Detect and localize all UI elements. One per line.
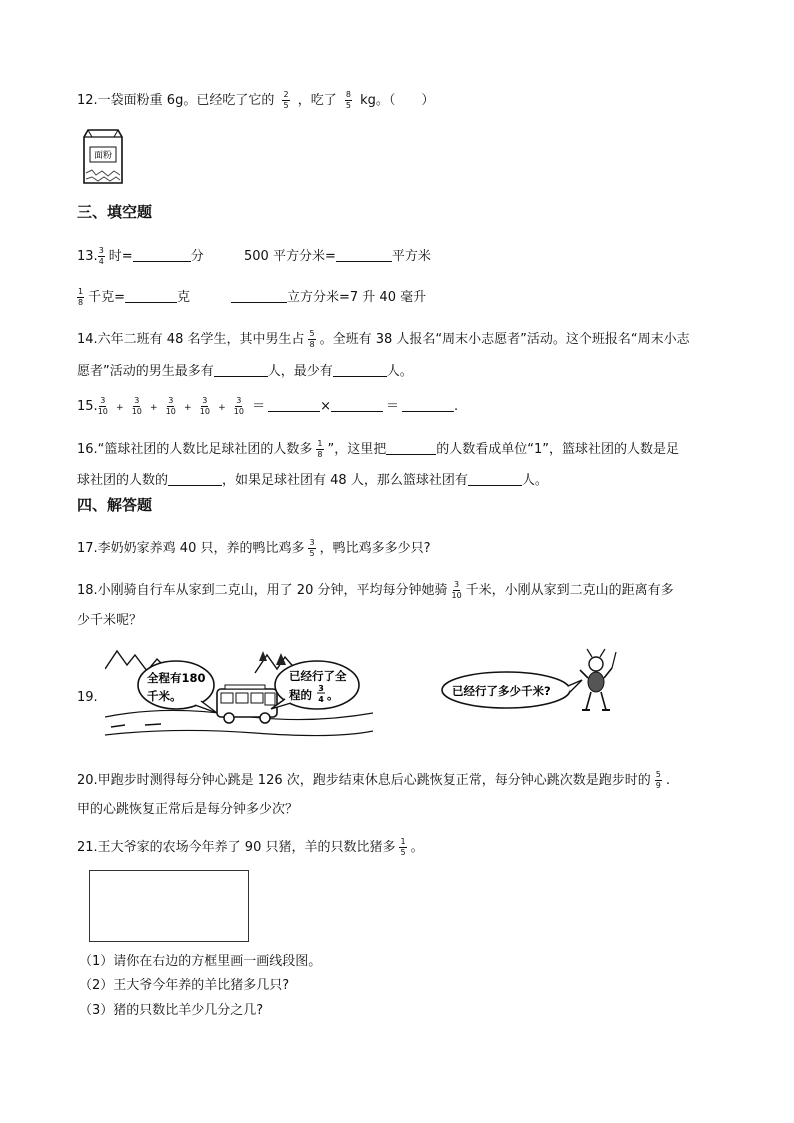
q21-sub-1: （1）请你在右边的方框里画一画线段图。 <box>79 954 322 969</box>
bus-trip-illustration <box>105 647 373 739</box>
answer-blank[interactable] <box>133 249 191 262</box>
answer-blank[interactable] <box>168 473 222 486</box>
equals-sign: ＝ <box>252 399 266 414</box>
question-16-line1 <box>77 440 679 459</box>
q12-text-a: 12.一袋面粉重 6g。已经吃了它的 <box>77 93 275 108</box>
q13-text: 时= <box>108 249 133 264</box>
question-13-row2b <box>231 290 426 304</box>
q16-text: 16.“篮球社团的人数比足球社团的人数多 <box>77 442 313 457</box>
fraction: $\frac{3}{4}$ <box>98 246 104 266</box>
q18-text: 千米，小刚从家到二克山的距离有多 <box>465 583 674 598</box>
plus-sign: + <box>116 403 124 413</box>
q21-text: 21.王大爷家的农场今年养了 90 只猪，羊的只数比猪多 <box>77 840 396 855</box>
q16-text: ”，这里把 <box>327 442 387 457</box>
q18-text: 18.小刚骑自行车从家到二克山，用了 20 分钟，平均每分钟她骑 <box>77 583 448 598</box>
question-21 <box>77 838 424 857</box>
question-15 <box>77 397 458 416</box>
drawing-box[interactable] <box>89 870 249 942</box>
bubble-text: 全程有180 <box>147 671 206 685</box>
period: . <box>454 399 459 414</box>
q13-text: 500 平方分米= <box>244 249 336 264</box>
flour-bag-icon <box>78 127 128 187</box>
question-12 <box>77 91 434 110</box>
question-bubble-illustration <box>440 648 620 718</box>
answer-blank[interactable] <box>386 442 436 455</box>
q13-text: 分 <box>190 249 204 264</box>
bubble-text: 千米。 <box>147 689 182 703</box>
q21-text: 。 <box>410 840 424 855</box>
q14-text: 。全班有 38 人报名“周末小志愿者”活动。这个班报名“周末小志 <box>319 332 690 347</box>
question-13-row1b <box>244 249 431 263</box>
bus-icon <box>217 685 277 723</box>
plus-sign: + <box>150 403 158 413</box>
fraction: $\frac{5}{8}$ <box>309 329 315 349</box>
fraction: $\frac{5}{9}$ <box>655 770 661 790</box>
answer-blank[interactable] <box>125 290 177 303</box>
q14-text: 人。 <box>386 364 413 379</box>
question-13-row2 <box>77 288 190 307</box>
equals-sign: ＝ <box>386 399 400 414</box>
q20-text: 20.甲跑步时测得每分钟心跳是 126 次，跑步结束休息后心跳恢复正常，每分钟心跳次数是跑步时的 <box>77 773 651 788</box>
fraction-numerator: 3 <box>318 684 324 693</box>
question-13-row1 <box>77 247 204 266</box>
fraction: $\frac{3}{10}$ <box>451 580 462 600</box>
bag-label: 面粉 <box>93 151 113 161</box>
q14-text: 人，最少有 <box>267 364 333 379</box>
fraction: $\frac{1}{8}$ <box>78 287 84 307</box>
q20-text: . <box>665 773 670 788</box>
q13-text: 立方分米=7 升 40 毫升 <box>287 290 427 305</box>
plus-sign: + <box>184 403 192 413</box>
answer-blank[interactable] <box>333 364 387 377</box>
q16-text: 人。 <box>521 473 548 488</box>
q13-number: 13. <box>77 249 98 264</box>
q17-text: 17.李奶奶家养鸡 40 只，养的鸭比鸡多 <box>77 541 305 556</box>
section-title-fill-blank: 三、填空题 <box>77 203 153 221</box>
plus-sign: + <box>218 403 226 413</box>
answer-blank[interactable] <box>468 473 522 486</box>
fraction: $\frac{3}{10}$ <box>97 396 108 416</box>
question-18-line2: 少千米呢？ <box>77 613 143 628</box>
answer-blank[interactable] <box>402 399 454 412</box>
question-16-line2 <box>77 473 548 487</box>
bubble-text: 程的 <box>289 688 312 702</box>
fraction: $\frac{3}{5}$ <box>309 538 315 558</box>
fraction: $\frac{3}{10}$ <box>131 396 142 416</box>
answer-blank[interactable] <box>214 364 268 377</box>
q16-text: 球社团的人数的 <box>77 473 169 488</box>
fraction: $\frac{3}{10}$ <box>165 396 176 416</box>
question-17 <box>77 539 430 558</box>
question-14-line2 <box>77 364 413 378</box>
fraction: $\frac{3}{10}$ <box>233 396 244 416</box>
question-14-line1 <box>77 330 690 349</box>
q21-sub-3: （3）猪的只数比羊少几分之几? <box>79 1003 264 1018</box>
fraction: $\frac{1}{5}$ <box>400 837 406 857</box>
q16-text: ，如果足球社团有 48 人，那么篮球社团有 <box>222 473 468 488</box>
section-title-solve: 四、解答题 <box>77 496 153 514</box>
bubble-text: 已经行了多少千米? <box>452 684 551 698</box>
fraction: $\frac{1}{8}$ <box>317 439 323 459</box>
ant-character-icon <box>580 649 616 710</box>
q15-number: 15. <box>77 399 98 414</box>
q16-text: 的人数看成单位“1”，篮球社团的人数是足 <box>436 442 680 457</box>
answer-blank[interactable] <box>231 290 287 303</box>
times-sign: × <box>320 399 331 414</box>
question-20-line1 <box>77 771 670 790</box>
answer-blank[interactable] <box>336 249 392 262</box>
q13-text: 克 <box>177 290 191 305</box>
q19-number: 19. <box>77 690 98 705</box>
q13-text: 千克= <box>88 290 125 305</box>
q17-text: ，鸭比鸡多多少只? <box>319 541 431 556</box>
fraction: $\frac{8}{5}$ <box>345 90 351 110</box>
q12-text-b: ，吃了 <box>297 93 337 108</box>
fraction: $\frac{2}{5}$ <box>283 90 289 110</box>
q13-text: 平方米 <box>391 249 431 264</box>
q12-text-c: kg。（ ） <box>360 93 435 108</box>
question-20-line2: 甲的心跳恢复正常后是每分钟多少次？ <box>77 802 299 817</box>
bubble-text: 。 <box>327 688 339 702</box>
answer-blank[interactable] <box>331 399 383 412</box>
q14-text: 愿者”活动的男生最多有 <box>77 364 214 379</box>
bubble-text: 已经行了全 <box>289 669 347 683</box>
q21-sub-2: （2）王大爷今年养的羊比猪多几只? <box>79 978 290 993</box>
fraction-denominator: 4 <box>318 695 324 704</box>
q14-text: 14.六年二班有 48 名学生，其中男生占 <box>77 332 305 347</box>
question-18-line1 <box>77 581 674 600</box>
answer-blank[interactable] <box>268 399 320 412</box>
fraction: $\frac{3}{10}$ <box>199 396 210 416</box>
